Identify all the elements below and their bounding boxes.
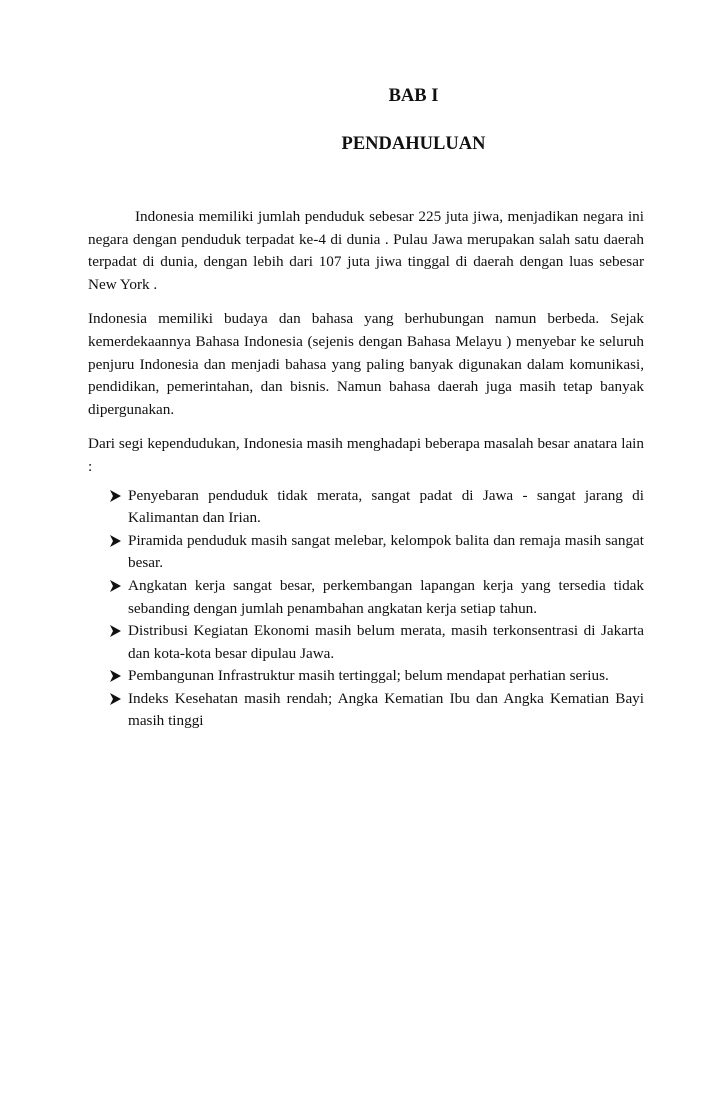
list-item-text: Piramida penduduk masih sangat melebar, kelompok balita dan remaja masih sangat besar.: [128, 531, 644, 572]
list-item-text: Indeks Kesehatan masih rendah; Angka Kematian Ibu dan Angka Kematian Bayi masih tinggi: [128, 689, 644, 730]
paragraph-language: Indonesia memiliki budaya dan bahasa yang berhubungan namun berbeda. Sejak kemerdekaannya Bahasa Indonesia (sejenis dengan Bahasa Melayu ) menyebar ke seluruh penjuru Indonesia dan menjadi bahasa yang paling banyak digunakan dalam komunikasi, pendidikan, pemerintahan, dan bisnis. Namun bahasa daerah juga masih tetap banyak dipergunakan.: [88, 310, 644, 418]
paragraph-population: Indonesia memiliki jumlah penduduk sebesar 225 juta jiwa, menjadikan negara ini negara dengan penduduk terpadat ke-4 di dunia . Pulau Jawa merupakan salah satu daerah terpadat di dunia, dengan lebih dari 107 juta jiwa tinggal di daerah dengan luas sebesar New York .: [88, 208, 644, 293]
list-item: [88, 688, 644, 733]
arrowhead-bullet-icon: [110, 535, 121, 547]
arrowhead-bullet-icon: [110, 670, 121, 682]
document-page: [88, 82, 644, 733]
chapter-label: BAB I: [388, 86, 439, 106]
arrowhead-bullet-icon: [110, 693, 121, 705]
list-item-text: Penyebaran penduduk tidak merata, sangat padat di Jawa - sangat jarang di Kalimantan dan Irian.: [128, 486, 644, 527]
arrowhead-bullet-icon: [110, 490, 121, 502]
arrowhead-bullet-icon: [110, 625, 121, 637]
arrowhead-bullet-icon: [110, 580, 121, 592]
paragraph-problems-intro: Dari segi kependudukan, Indonesia masih menghadapi beberapa masalah besar anatara lain :: [88, 435, 644, 475]
chapter-title: PENDAHULUAN: [341, 134, 486, 154]
list-item: [88, 530, 644, 575]
problems-list: [88, 485, 644, 734]
list-item-text: Angkatan kerja sangat besar, perkembangan lapangan kerja yang tersedia tidak sebanding dengan jumlah penambahan angkatan kerja setiap tahun.: [128, 576, 644, 617]
list-item: [88, 485, 644, 530]
list-item: [88, 620, 644, 665]
list-item-text: Distribusi Kegiatan Ekonomi masih belum merata, masih terkonsentrasi di Jakarta dan kota-kota besar dipulau Jawa.: [128, 622, 644, 662]
list-item: [88, 575, 644, 620]
list-item: [88, 665, 644, 688]
list-item-text: Pembangunan Infrastruktur masih tertinggal; belum mendapat perhatian serius.: [128, 667, 609, 685]
